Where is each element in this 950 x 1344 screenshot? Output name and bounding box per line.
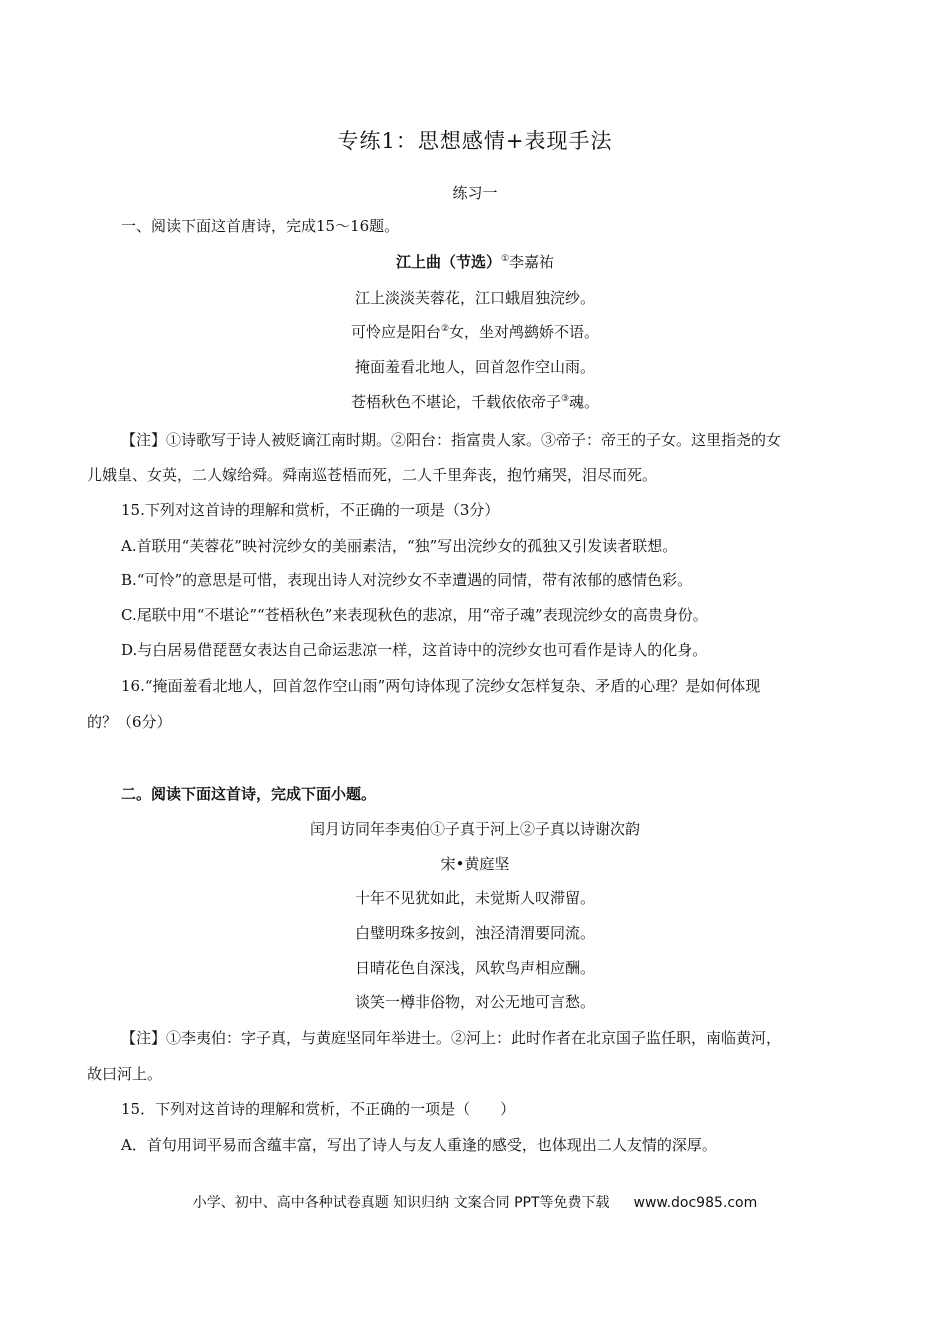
footer-url[interactable]: www.doc985.com	[633, 1195, 758, 1211]
section2-poem-title: 闰月访同年李夷伯①子真于河上②子真以诗谢次韵	[309, 820, 640, 838]
footer-text: 小学、初中、高中各种试卷真题 知识归纳 文案合同 PPT等免费下载	[192, 1195, 610, 1211]
poem-line-2-part-b: 女，坐对鸬鹚娇不语。	[449, 323, 600, 341]
section2-poem-line-2: 白璧明珠多按剑，浊泾清渭要同流。	[354, 924, 595, 942]
section2-poem-author: 宋•黄庭坚	[440, 855, 510, 873]
poem-author: 李嘉祐	[509, 253, 555, 271]
section2-poem-line-3: 日晴花色自深浅，风软鸟声相应酬。	[354, 959, 595, 977]
section2-note-line1: 【注】①李夷伯：字子真，与黄庭坚同年举进士。②河上：此时作者在北京国子监任职，南临黄河，	[121, 1029, 782, 1047]
poem-line-2-part-a: 可怜应是阳台	[350, 323, 441, 341]
poem-line-3: 掩面羞看北地人，回首忽作空山雨。	[354, 358, 595, 376]
section2-poem-line-1: 十年不见犹如此，未觉斯人叹滞留。	[354, 889, 595, 907]
poem-line-4	[0, 392, 950, 412]
poem-line-4-part-b: 魂。	[569, 393, 600, 411]
poem-line-4-part-a: 苍梧秋色不堪论，千载依依帝子	[350, 393, 561, 411]
exercise-label: 练习一	[452, 184, 498, 202]
section2-question-15: 15．下列对这首诗的理解和赏析，不正确的一项是（ ）	[121, 1100, 516, 1118]
page-title: 专练1：思想感情+表现手法	[337, 129, 613, 153]
section1-question-15: 15.下列对这首诗的理解和赏析，不正确的一项是（3分）	[121, 501, 500, 519]
section2-note-line2: 故曰河上。	[87, 1065, 163, 1083]
poem-line-2-note-mark: ②	[440, 324, 450, 334]
section1-question-16-line2: 的？（6分）	[87, 713, 172, 731]
section1-q15-option-a: A.首联用“芙蓉花”映衬浣纱女的美丽素洁，“独”写出浣纱女的孤独又引发读者联想。	[121, 537, 678, 555]
section1-note-line1: 【注】①诗歌写于诗人被贬谪江南时期。②阳台：指富贵人家。③帝子：帝王的子女。这里指尧的女	[121, 431, 782, 449]
section1-q15-option-d: D.与白居易借琵琶女表达自己命运悲凉一样，这首诗中的浣纱女也可看作是诗人的化身。	[121, 641, 708, 659]
section1-note-line2: 儿娥皇、女英，二人嫁给舜。舜南巡苍梧而死，二人千里奔丧，抱竹痛哭，泪尽而死。	[87, 466, 658, 484]
poem-line-1: 江上淡淡芙蓉花，江口蛾眉独浣纱。	[354, 289, 595, 307]
section2-q15-option-a: A．首句用词平易而含蕴丰富，写出了诗人与友人重逢的感受，也体现出二人友情的深厚。	[121, 1136, 717, 1154]
section1-q15-option-b: B.“可怜”的意思是可惜，表现出诗人对浣纱女不幸遭遇的同情，带有浓郁的感情色彩。	[121, 571, 693, 589]
poem-line-4-note-mark: ③	[560, 394, 570, 404]
page-footer	[0, 1193, 950, 1213]
section2-poem-line-4: 谈笑一樽非俗物，对公无地可言愁。	[354, 993, 595, 1011]
poem-title-text: 江上曲（节选）	[395, 253, 501, 271]
section1-question-16-line1: 16.“掩面羞看北地人，回首忽作空山雨”两句诗体现了浣纱女怎样复杂、矛盾的心理？是如何体现	[121, 677, 761, 695]
section2-instruction: 二。阅读下面这首诗，完成下面小题。	[121, 785, 377, 803]
poem-title-note-mark: ①	[500, 254, 510, 264]
poem-line-2	[0, 322, 950, 342]
section1-instruction: 一、阅读下面这首唐诗，完成15～16题。	[121, 217, 400, 235]
section1-poem-title	[0, 252, 950, 272]
section1-q15-option-c: C.尾联中用“不堪论”“苍梧秋色”来表现秋色的悲凉，用“帝子魂”表现浣纱女的高贵身份。	[121, 606, 708, 624]
